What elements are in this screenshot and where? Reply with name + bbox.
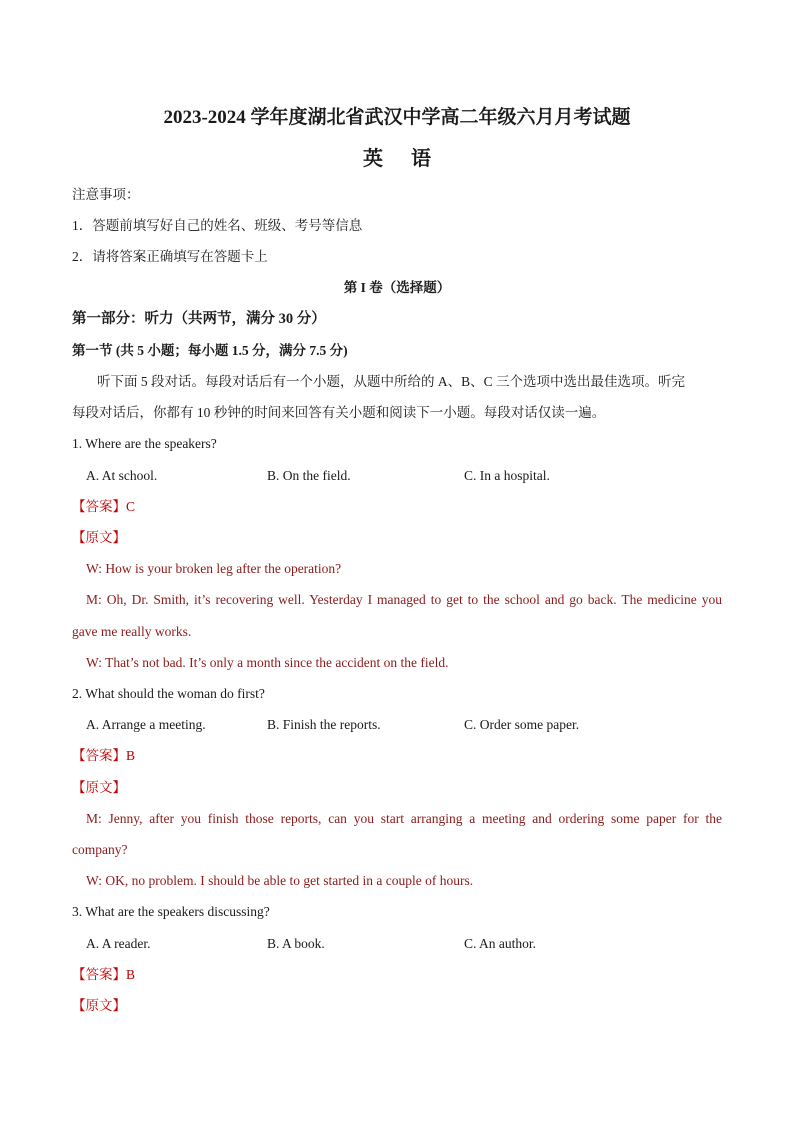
instructions-line-1: 听下面 5 段对话。每段对话后有一个小题，从题中所给的 A、B、C 三个选项中选出最佳选项。听完 (97, 374, 686, 389)
question-1-script-line-2: M: Oh, Dr. Smith, it’s recovering well. Yesterday I managed to get to the school and go back. The medicine you (86, 592, 722, 607)
notes-item-2: 2．请将答案正确填写在答题卡上 (72, 249, 268, 264)
question-1-option-c: C. In a hospital. (464, 468, 550, 483)
answer-value: C (126, 499, 136, 514)
question-2-option-b: B. Finish the reports. (267, 717, 381, 732)
question-1-script-line-3: gave me really works. (72, 624, 192, 639)
question-3-option-c: C. An author. (464, 936, 537, 951)
answer-tag: 【答案】 (72, 748, 126, 763)
question-2-option-a: A. Arrange a meeting. (86, 717, 206, 732)
question-2-answer (0, 747, 794, 765)
answer-value: B (126, 967, 136, 982)
question-3-answer (0, 966, 794, 984)
question-3-stem: 3. What are the speakers discussing? (72, 904, 270, 919)
question-3-script-tag: 【原文】 (72, 998, 126, 1013)
answer-tag: 【答案】 (72, 967, 126, 982)
question-1-answer (0, 498, 794, 516)
question-1-script-line-4: W: That’s not bad. It’s only a month since the accident on the field. (86, 655, 449, 670)
question-2-script-line-3: W: OK, no problem. I should be able to get started in a couple of hours. (86, 873, 474, 888)
question-2-script-line-2: company? (72, 842, 128, 857)
question-3-option-b: B. A book. (267, 936, 325, 951)
subject-char-2: 语 (411, 148, 431, 170)
exam-title: 2023-2024 学年度湖北省武汉中学高二年级六月月考试题 (163, 107, 631, 128)
subject-char-1: 英 (363, 148, 383, 170)
volume-title: 第 I 卷（选择题） (343, 280, 451, 295)
question-2-option-c: C. Order some paper. (464, 717, 580, 732)
notes-item-1: 1．答题前填写好自己的姓名、班级、考号等信息 (72, 218, 363, 233)
instructions-line-2: 每段对话后，你都有 10 秒钟的时间来回答有关小题和阅读下一小题。每段对话仅读一遍。 (72, 405, 606, 420)
answer-value: B (126, 748, 136, 763)
question-1-option-a: A. At school. (86, 468, 158, 483)
question-1-script-line-1: W: How is your broken leg after the operation? (86, 561, 342, 576)
part-title: 第一部分：听力（共两节，满分 30 分） (72, 311, 326, 327)
question-2-stem: 2. What should the woman do first? (72, 686, 265, 701)
subject-title (0, 147, 794, 171)
answer-tag: 【答案】 (72, 499, 126, 514)
question-1-option-b: B. On the field. (267, 468, 351, 483)
notes-heading: 注意事项： (72, 187, 140, 202)
question-2-script-tag: 【原文】 (72, 780, 126, 795)
section-title: 第一节 (共 5 小题；每小题 1.5 分，满分 7.5 分) (72, 343, 348, 358)
question-3-option-a: A. A reader. (86, 936, 151, 951)
question-1-script-tag: 【原文】 (72, 530, 126, 545)
question-1-stem: 1. Where are the speakers? (72, 436, 217, 451)
question-2-script-line-1: M: Jenny, after you finish those reports, can you start arranging a meeting and ordering some paper for the (86, 811, 722, 826)
